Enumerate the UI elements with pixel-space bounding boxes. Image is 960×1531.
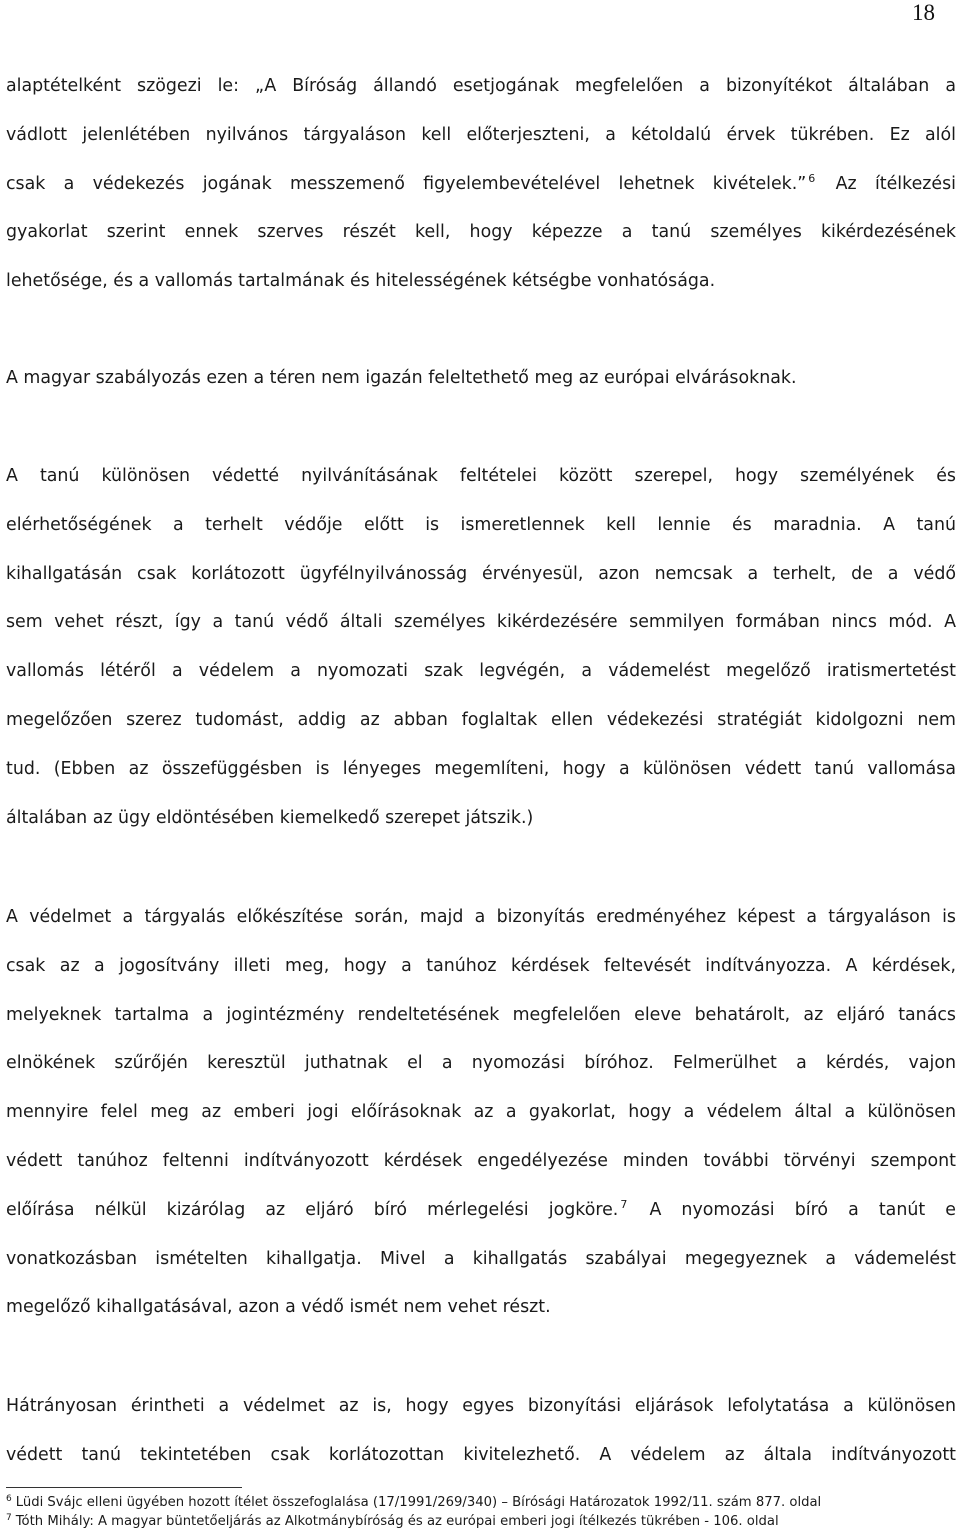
- text-line: [6, 1186, 956, 1235]
- text-line: sem vehet részt, így a tanú védő általi személyes kikérdezésére semmilyen formában nincs mód. A: [6, 612, 956, 633]
- text-line: megelőző kihallgatásával, azon a védő ismét nem vehet részt.: [6, 1297, 551, 1318]
- text-line: lehetősége, és a vallomás tartalmának és hitelességének kétségbe vonhatósága.: [6, 271, 716, 292]
- text-line: csak az a jogosítvány illeti meg, hogy a tanúhoz kérdések feltevését indítványozza. A kérdések,: [6, 955, 956, 976]
- text-line: vonatkozásban ismételten kihallgatja. Mivel a kihallgatás szabályai megegyeznek a vádemelést: [6, 1248, 956, 1269]
- footnote-divider: [6, 1487, 242, 1488]
- text-line: mennyire felel meg az emberi jogi előírásoknak az a gyakorlat, hogy a védelem által a különösen: [6, 1102, 956, 1123]
- paragraph-2: [6, 354, 956, 403]
- text-line: védett tanú tekintetében csak korlátozottan kivitelezhető. A védelem az általa indítványozott: [6, 1444, 956, 1465]
- footnote-text: Tóth Mihály: A magyar büntetőeljárás az Alkotmánybíróság és az európai emberi jogi ítélkezés tükrében - 106. oldal: [15, 1514, 779, 1529]
- footnote-reference-7[interactable]: 7: [620, 1197, 628, 1211]
- text-line: védett tanúhoz feltenni indítványozott kérdések engedélyezése minden további törvényi szempont: [6, 1150, 956, 1171]
- text-line: elnökének szűrőjén keresztül juthatnak el a nyomozási bíróhoz. Felmerülhet a kérdés, vajon: [6, 1053, 956, 1074]
- text-line: A tanú különösen védetté nyilvánításának feltételei között szerepel, hogy személyének és: [6, 466, 956, 486]
- text-segment: Az ítélkezési: [835, 173, 957, 194]
- paragraph-5: [6, 1382, 956, 1480]
- paragraph-1: [6, 62, 956, 306]
- text-segment: csak a védekezés jogának messzemenő figyelembevételével lehetnek kivételek.”: [6, 173, 807, 194]
- text-line: A magyar szabályozás ezen a téren nem igazán feleltethető meg az európai elvárásoknak.: [6, 368, 797, 388]
- text-line: elérhetőségének a terhelt védője előtt is ismeretlennek kell lennie és maradnia. A tanú: [6, 514, 956, 535]
- footnote-reference-6[interactable]: 6: [808, 171, 816, 185]
- footnote-text: Lüdi Svájc elleni ügyében hozott ítélet összefoglalása (17/1991/269/340) – Bírósági Határozatok 1992/11. szám 877. oldal: [15, 1495, 822, 1510]
- paragraph-4: [6, 893, 956, 1332]
- footnote-6: [6, 1491, 956, 1511]
- text-line: gyakorlat szerint ennek szerves részét kell, hogy képezze a tanú személyes kikérdezésének: [6, 222, 956, 243]
- footnote-number: 7: [6, 1513, 12, 1523]
- text-line: megelőzően szerez tudomást, addig az abban foglaltak ellen védekezési stratégiát kidolgozni nem: [6, 709, 956, 730]
- footnote-number: 6: [6, 1494, 12, 1504]
- paragraph-3: [6, 452, 956, 842]
- text-line: melyeknek tartalma a jogintézmény rendeltetésének megfelelően eleve behatárolt, az eljáró tanács: [6, 1004, 956, 1025]
- text-line: általában az ügy eldöntésében kiemelkedő szerepet játszik.): [6, 807, 534, 828]
- text-line: alaptételként szögezi le: „A Bíróság állandó esetjogának megfelelően a bizonyítékot általában a: [6, 76, 956, 96]
- text-line: kihallgatásán csak korlátozott ügyfélnyilvánosság érvényesül, azon nemcsak a terhelt, de a védő: [6, 563, 956, 584]
- text-segment: A nyomozási bíró a tanút e: [649, 1199, 956, 1220]
- text-segment: előírása nélkül kizárólag az eljáró bíró mérlegelési jogköre.: [6, 1199, 619, 1220]
- footnote-7: [6, 1510, 956, 1530]
- text-line: vádlott jelenlétében nyilvános tárgyaláson kell előterjeszteni, a kétoldalú érvek tükrében. Ez alól: [6, 124, 956, 145]
- text-line: tud. (Ebben az összefüggésben is lényeges megemlíteni, hogy a különösen védett tanú vallomása: [6, 758, 956, 779]
- text-line: A védelmet a tárgyalás előkészítése során, majd a bizonyítás eredményéhez képest a tárgyaláson is: [6, 907, 956, 927]
- page-number: 18: [912, 0, 935, 25]
- text-line: vallomás létéről a védelem a nyomozati szak legvégén, a vádemelést megelőző iratismertetést: [6, 661, 956, 682]
- text-line: [6, 160, 956, 209]
- text-line: Hátrányosan érintheti a védelmet az is, hogy egyes bizonyítási eljárások lefolytatása a különösen: [6, 1396, 956, 1416]
